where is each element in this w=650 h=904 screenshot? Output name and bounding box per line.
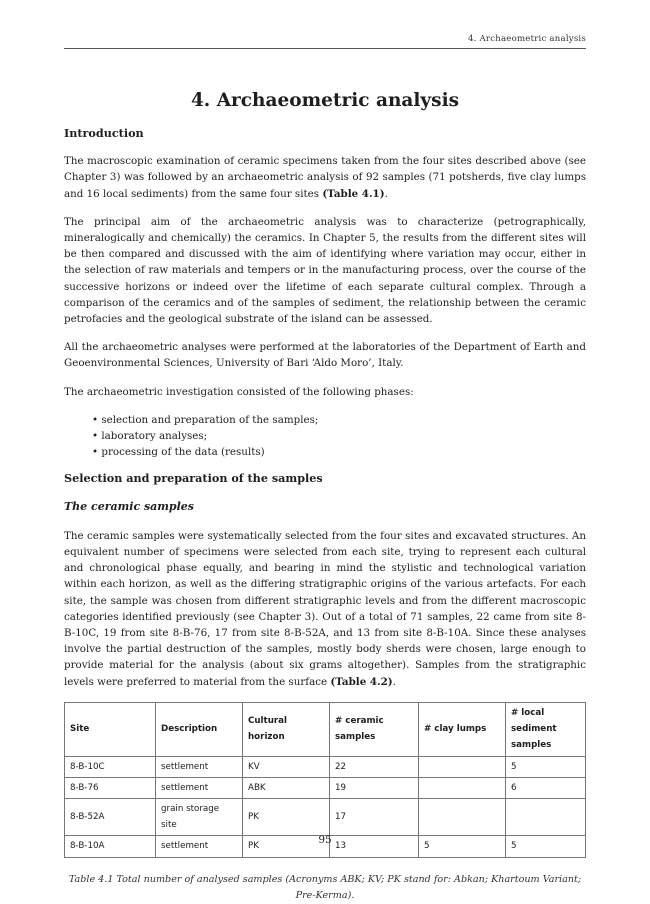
intro-heading: Introduction bbox=[64, 126, 144, 140]
column-header: # clay lumps bbox=[419, 702, 506, 756]
running-head: 4. Archaeometric analysis bbox=[467, 34, 586, 44]
table-cell: 5 bbox=[506, 836, 586, 857]
header-rule bbox=[64, 48, 586, 49]
column-header: Description bbox=[156, 702, 243, 756]
table-row bbox=[65, 798, 586, 835]
table-cell: PK bbox=[243, 836, 330, 857]
table-cell: settlement bbox=[156, 836, 243, 857]
table-cell: KV bbox=[243, 756, 330, 777]
table-cell: 8-B-52A bbox=[65, 798, 156, 835]
table-cell: settlement bbox=[156, 777, 243, 798]
intro-paragraph-2: The principal aim of the archaeometric analysis was to characterize (petrographically, mineralogically and chemically) the ceramics. In Chapter 5, the results from the different sites will be then compared and discussed with the aim of identifying where variation may occur, either in the selection of raw materials and tempers or in the manufacturing process, over the course of the successive horizons or indeed over the lifetime of each separate cultural complex. Through a comparison of the ceramics and of the samples of sediment, the relationship between the ceramic petrofacies and the geological substrate of the island can be assessed. bbox=[64, 215, 586, 326]
column-header: # local sediment samples bbox=[506, 702, 586, 756]
table-cell bbox=[419, 756, 506, 777]
table-ref-4-1[interactable]: (Table 4.1) bbox=[322, 187, 385, 200]
intro-paragraph-4: The archaeometric investigation consisted of the following phases: bbox=[64, 385, 414, 398]
phases-list bbox=[64, 412, 586, 461]
table-cell: 6 bbox=[506, 777, 586, 798]
table-row bbox=[65, 756, 586, 777]
table-cell: 22 bbox=[330, 756, 419, 777]
table-cell: PK bbox=[243, 798, 330, 835]
intro-paragraph-1: The macroscopic examination of ceramic specimens taken from the four sites described above (see Chapter 3) was followed by an archaeometric analysis of 92 samples (71 potsherds, five clay lumps and 16 local sediments) from the same four sites (Table 4.1). bbox=[64, 155, 586, 200]
table-cell: 5 bbox=[419, 836, 506, 857]
table-caption: Table 4.1 Total number of analysed samples (Acronyms ABK; KV; PK stand for: Abkan; Khartoum Variant; Pre-Kerma). bbox=[68, 873, 582, 901]
table-header-row bbox=[65, 702, 586, 756]
table-cell bbox=[419, 798, 506, 835]
intro-paragraph-3: All the archaeometric analyses were performed at the laboratories of the Department of Earth and Geoenvironmental Sciences, University of Bari ‘Aldo Moro’, Italy. bbox=[64, 341, 586, 370]
page-body bbox=[64, 125, 586, 904]
list-item: • selection and preparation of the samples; bbox=[92, 412, 586, 428]
table-cell bbox=[419, 777, 506, 798]
table-cell: 8-B-10A bbox=[65, 836, 156, 857]
column-header: Cultural horizon bbox=[243, 702, 330, 756]
column-header: # ceramic samples bbox=[330, 702, 419, 756]
table-cell: ABK bbox=[243, 777, 330, 798]
chapter-title: 4. Archaeometric analysis bbox=[190, 90, 460, 112]
table-cell: settlement bbox=[156, 756, 243, 777]
table-cell: 8-B-10C bbox=[65, 756, 156, 777]
ceramic-samples-subheading: The ceramic samples bbox=[64, 499, 194, 513]
list-item: • laboratory analyses; bbox=[92, 428, 586, 444]
selection-paragraph: The ceramic samples were systematically selected from the four sites and excavated structures. An equivalent number of specimens were selected from each site, trying to represent each cultural and chronological phase equally, and bearing in mind the stylistic and technological variation within each horizon, as well as the differing stratigraphic origins of the various artefacts. For each site, the sample was chosen from different stratigraphic levels and from the different macroscopic categories identified previously (see Chapter 3). Out of a total of 71 samples, 22 came from site 8-B-10C, 19 from site 8-B-76, 17 from site 8-B-52A, and 13 from site 8-B-10A. Since these analyses involve the partial destruction of the samples, mostly body sherds were chosen, large enough to provide material for the analysis (about six grams altogether). Samples from the stratigraphic levels were preferred to material from the surface (Table 4.2). bbox=[64, 529, 586, 688]
table-cell: 13 bbox=[330, 836, 419, 857]
column-header: Site bbox=[65, 702, 156, 756]
table-cell: 19 bbox=[330, 777, 419, 798]
table-row bbox=[65, 777, 586, 798]
table-ref-4-2[interactable]: (Table 4.2) bbox=[330, 675, 393, 688]
selection-heading: Selection and preparation of the samples bbox=[64, 471, 323, 486]
page-number: 95 bbox=[318, 834, 332, 846]
table-cell: 8-B-76 bbox=[65, 777, 156, 798]
table-cell: 17 bbox=[330, 798, 419, 835]
table-cell: 5 bbox=[506, 756, 586, 777]
table-cell: grain storage site bbox=[156, 798, 243, 835]
table-cell bbox=[506, 798, 586, 835]
list-item: • processing of the data (results) bbox=[92, 444, 586, 460]
